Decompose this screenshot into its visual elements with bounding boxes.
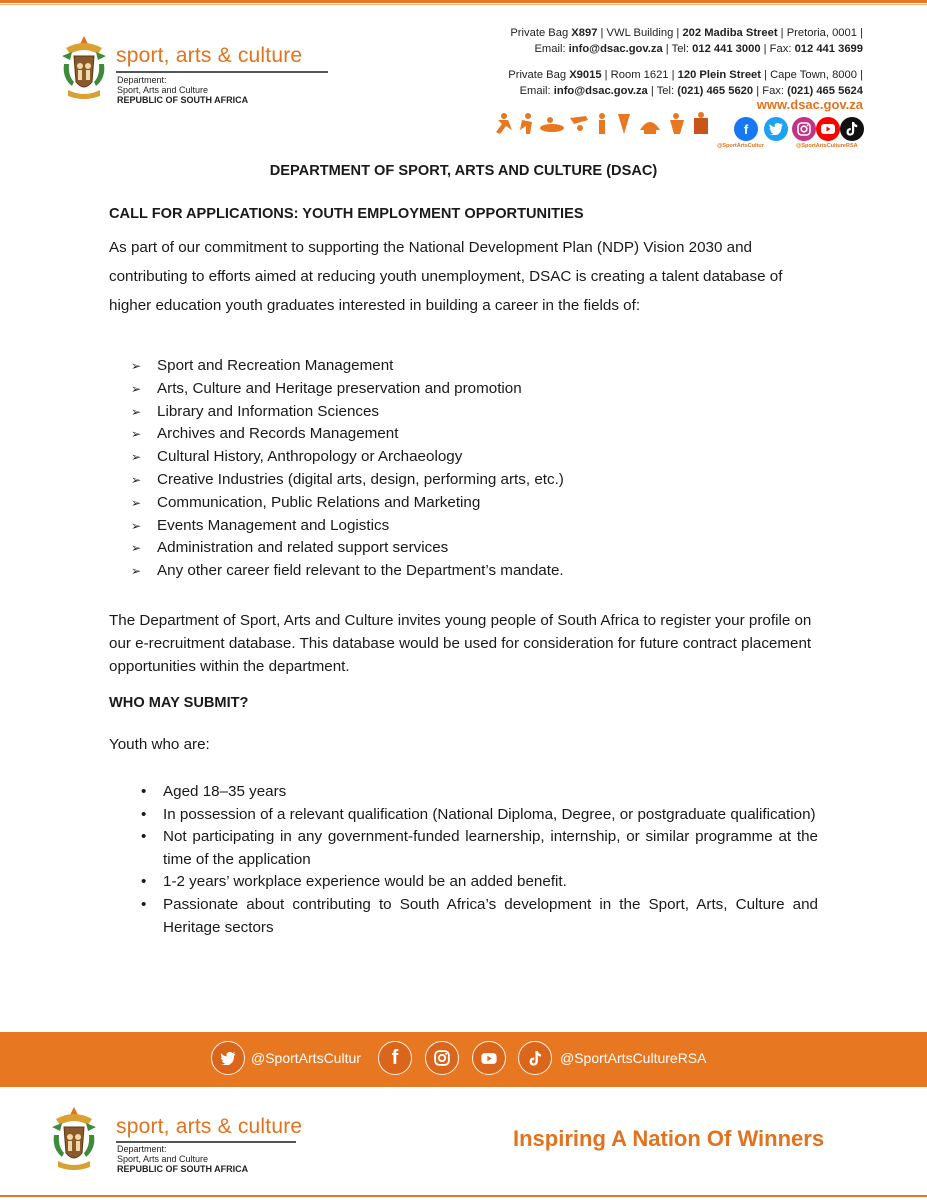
header-brand-divider	[116, 71, 328, 73]
pretoria-contact: Email: info@dsac.gov.za | Tel: 012 441 3000 | Fax: 012 441 3699	[534, 43, 863, 55]
list-item: ➢ Administration and related support services	[131, 539, 449, 557]
list-item: ➢ Events Management and Logistics	[131, 516, 390, 534]
footer-brand-name: sport, arts & culture	[116, 1115, 303, 1138]
instagram-icon[interactable]	[792, 117, 816, 141]
invite-paragraph: The Department of Sport, Arts and Culture invites young people of South Africa to register your profile on our e-recruitment database. This database would be used for consideration for future contract placement opportunities within the department.	[109, 612, 812, 675]
top-accent-rule	[0, 0, 927, 3]
footer-handle-left[interactable]: @SportArtsCultur	[251, 1050, 361, 1066]
list-item: • Aged 18–35 years	[141, 783, 287, 800]
website-link[interactable]: www.dsac.gov.za	[756, 97, 863, 112]
tiktok-icon[interactable]	[840, 117, 864, 141]
header-department-label: Department:	[117, 75, 167, 85]
intro-paragraph: As part of our commitment to supporting the National Development Plan (NDP) Vision 2030 and contributing to efforts aimed at reducing youth unemployment, DSAC is creating a talent database of higher education youth graduates interested in building a career in the fields of:	[109, 239, 783, 314]
list-item: ➢ Archives and Records Management	[131, 425, 399, 443]
twitter-icon[interactable]	[764, 117, 788, 141]
footer-handle-right[interactable]: @SportArtsCultureRSA	[560, 1050, 707, 1066]
header-handle-left: @SportArtsCultur	[717, 143, 764, 149]
youtube-icon[interactable]	[816, 117, 840, 141]
bottom-accent-rule	[0, 1195, 927, 1197]
list-item: • Passionate about contributing to South Africa’s development in the Sport, Arts, Culture and Heritage sectors	[141, 895, 818, 936]
list-item: ➢ Sport and Recreation Management	[131, 357, 394, 374]
list-item: • In possession of a relevant qualification (National Diploma, Degree, or postgraduate qualification)	[141, 805, 816, 823]
list-item: • 1-2 years’ workplace experience would be an added benefit.	[141, 873, 567, 891]
footer-department-name: Sport, Arts and Culture	[117, 1154, 209, 1164]
call-heading: CALL FOR APPLICATIONS: YOUTH EMPLOYMENT OPPORTUNITIES	[109, 206, 584, 222]
footer-country: REPUBLIC OF SOUTH AFRICA	[117, 1164, 249, 1174]
criteria-list	[141, 781, 818, 939]
capetown-address: Private Bag X9015 | Room 1621 | 120 Plein Street | Cape Town, 8000 |	[508, 69, 863, 81]
header-brand-name: sport, arts & culture	[116, 44, 303, 67]
facebook-icon[interactable]: f	[734, 117, 758, 141]
list-item: ➢ Any other career field relevant to the Department’s mandate.	[131, 562, 564, 580]
youth-intro: Youth who are:	[109, 736, 210, 753]
footer-facebook-icon[interactable]: f	[378, 1041, 412, 1075]
footer-social-band	[0, 1032, 927, 1087]
pretoria-address: Private Bag X897 | VWL Building | 202 Madiba Street | Pretoria, 0001 |	[510, 27, 863, 39]
capetown-contact: Email: info@dsac.gov.za | Tel: (021) 465 5620 | Fax: (021) 465 5624	[519, 85, 863, 97]
header-country: REPUBLIC OF SOUTH AFRICA	[117, 95, 249, 105]
footer-department-label: Department:	[117, 1144, 167, 1154]
capetown-email-link[interactable]: info@dsac.gov.za	[553, 85, 648, 97]
list-item: ➢ Library and Information Sciences	[131, 402, 380, 420]
list-item: ➢ Creative Industries (digital arts, design, performing arts, etc.)	[131, 470, 564, 488]
document-title: DEPARTMENT OF SPORT, ARTS AND CULTURE (DSAC)	[269, 163, 658, 179]
list-item: ➢ Cultural History, Anthropology or Archaeology	[131, 448, 463, 466]
list-item: ➢ Communication, Public Relations and Marketing	[131, 493, 481, 511]
coat-of-arms-logo	[58, 34, 110, 102]
header-department-name: Sport, Arts and Culture	[117, 85, 209, 95]
career-fields-list	[131, 355, 831, 583]
list-item: • Not participating in any government-funded learnership, internship, or similar programme at the time of the application	[141, 828, 818, 868]
footer-youtube-icon[interactable]	[472, 1041, 506, 1075]
pretoria-email-link[interactable]: info@dsac.gov.za	[568, 43, 663, 55]
who-may-submit-heading: WHO MAY SUBMIT?	[109, 695, 249, 711]
footer-tiktok-icon[interactable]	[518, 1041, 552, 1075]
footer-coat-of-arms-logo	[48, 1105, 100, 1173]
footer-instagram-icon[interactable]	[425, 1041, 459, 1075]
list-item: ➢ Arts, Culture and Heritage preservation and promotion	[131, 379, 522, 397]
top-accent-rule-thin	[0, 4, 927, 5]
sports-pictograms	[494, 110, 724, 138]
footer-twitter-icon[interactable]	[211, 1041, 245, 1075]
footer-brand-divider	[116, 1141, 296, 1143]
header-handle-right: @SportArtsCultureRSA	[796, 143, 858, 149]
slogan: Inspiring A Nation Of Winners	[513, 1126, 825, 1151]
